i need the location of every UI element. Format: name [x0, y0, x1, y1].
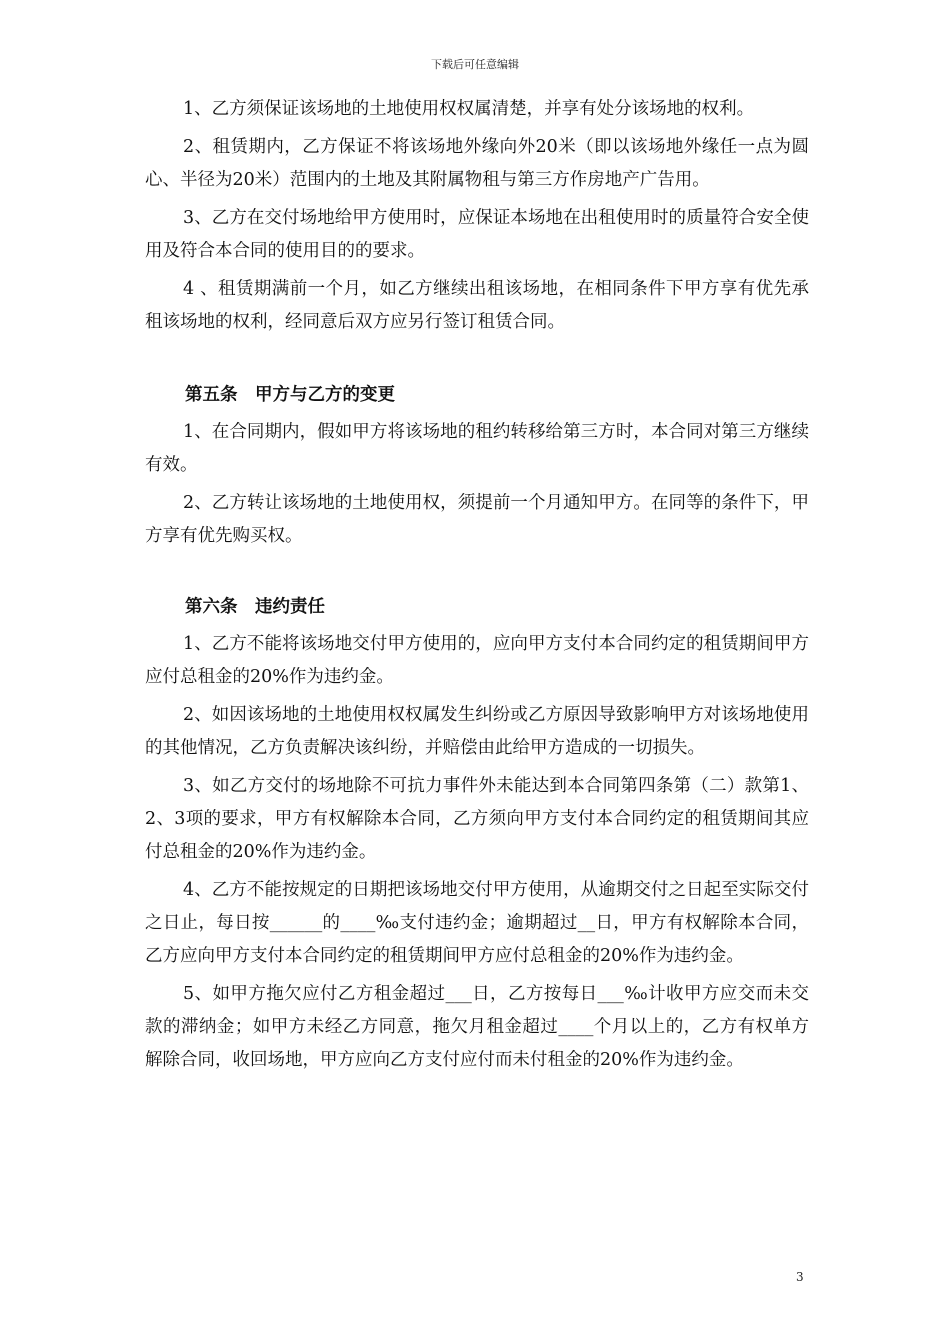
page-number: 3	[796, 1270, 804, 1284]
section4-item-1: 1、乙方须保证该场地的土地使用权权属清楚，并享有处分该场地的权利。	[183, 99, 755, 119]
spacer	[145, 558, 809, 591]
section5-item-1: 1、在合同期内，假如甲方将该场地的租约转移给第三方时，本合同对第三方继续有效。	[145, 422, 809, 475]
section6-item-5: 5、如甲方拖欠应付乙方租金超过___日，乙方按每日___‰计收甲方应交而未交款的滞纳金；如甲方未经乙方同意，拖欠月租金超过____个月以上的，乙方有权单方解除合同，收回场地，甲方应向乙方支付应付而未付租金的20%作为违约金。	[145, 984, 809, 1070]
spacer	[145, 344, 809, 379]
section6-item-2: 2、如因该场地的土地使用权权属发生纠纷或乙方原因导致影响甲方对该场地使用的其他情况，乙方负责解决该纠纷，并赔偿由此给甲方造成的一切损失。	[145, 705, 809, 758]
section5-item-2: 2、乙方转让该场地的土地使用权，须提前一个月通知甲方。在同等的条件下，甲方享有优先购买权。	[145, 493, 809, 546]
section4-item-4: 4 、租赁期满前一个月，如乙方继续出租该场地，在相同条件下甲方享有优先承租该场地的权利，经同意后双方应另行签订租赁合同。	[145, 279, 809, 332]
section6-heading: 第六条 违约责任	[185, 597, 325, 617]
section6-item-4: 4、乙方不能按规定的日期把该场地交付甲方使用，从逾期交付之日起至实际交付之日止，每日按______的____‰支付违约金；逾期超过__日，甲方有权解除本合同，乙方应向甲方支付本合同约定的租赁期间甲方应付总租金的20%作为违约金。	[145, 880, 809, 966]
section4-item-3: 3、乙方在交付场地给甲方使用时，应保证本场地在出租使用时的质量符合安全使用及符合本合同的使用目的的要求。	[145, 208, 809, 261]
document-body	[145, 93, 809, 1082]
section6-item-1: 1、乙方不能将该场地交付甲方使用的，应向甲方支付本合同约定的租赁期间甲方应付总租金的20%作为违约金。	[145, 634, 809, 687]
section5-heading: 第五条 甲方与乙方的变更	[185, 385, 395, 405]
section6-item-3: 3、如乙方交付的场地除不可抗力事件外未能达到本合同第四条第（二）款第1、2、3项的要求，甲方有权解除本合同，乙方须向甲方支付本合同约定的租赁期间其应付总租金的20%作为违约金。	[145, 776, 809, 862]
section4-item-2: 2、租赁期内，乙方保证不将该场地外缘向外20米（即以该场地外缘任一点为圆心、半径为20米）范围内的土地及其附属物租与第三方作房地产广告用。	[145, 137, 809, 190]
page-header: 下载后可任意编辑	[431, 58, 519, 71]
